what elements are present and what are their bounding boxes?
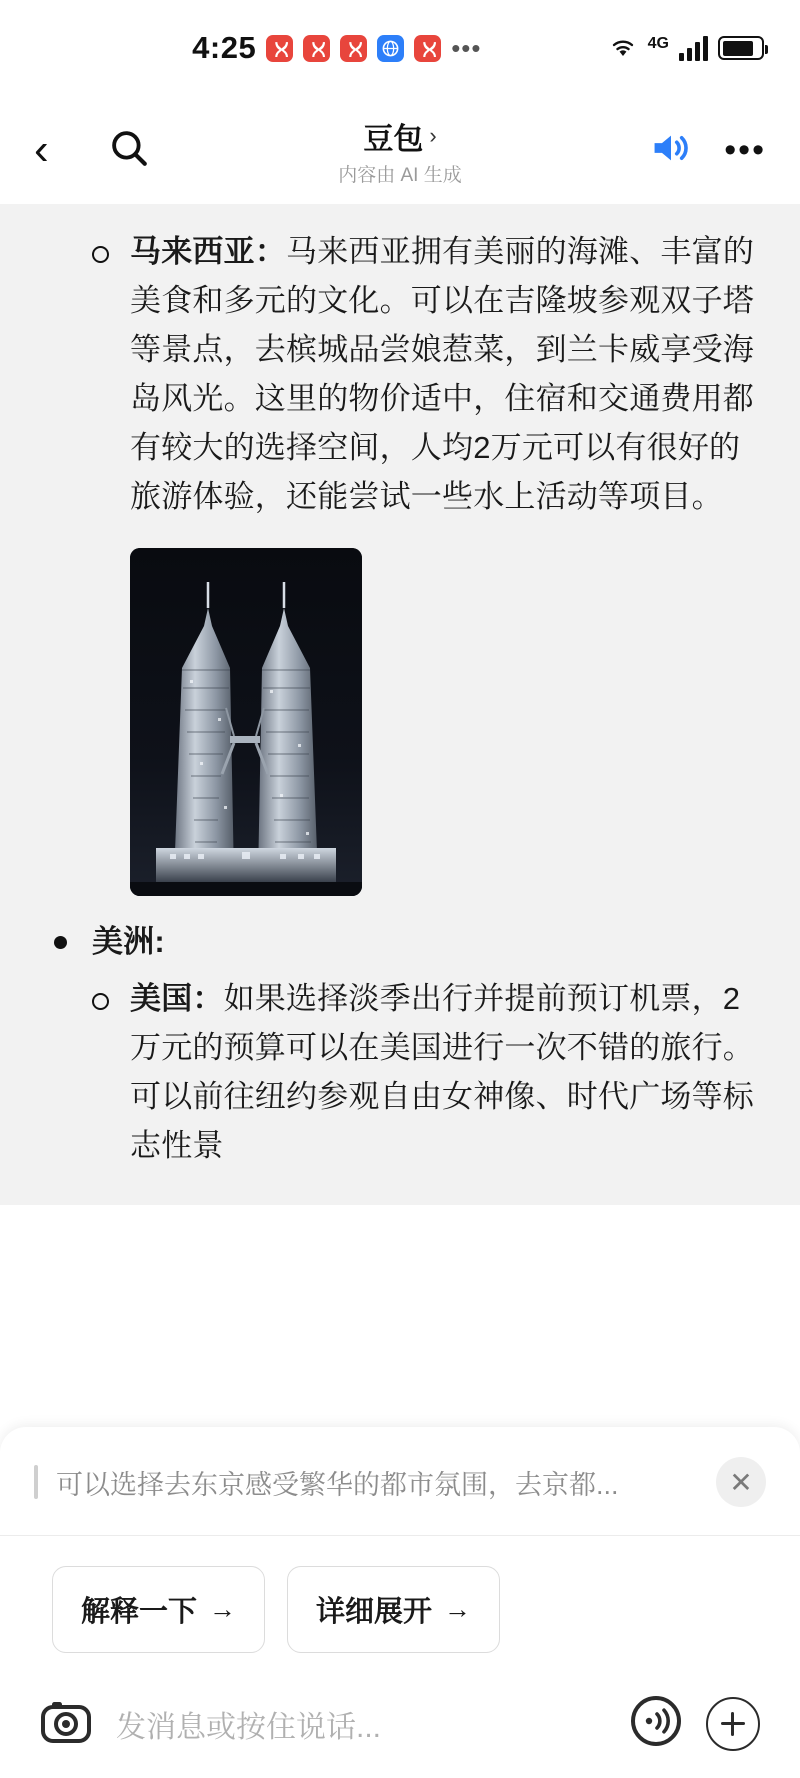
search-icon[interactable] [108,127,150,174]
quote-bar [34,1465,38,1499]
list-item-colon: ： [254,234,287,269]
page-title-text: 豆包 [363,122,424,156]
status-bar [0,0,800,96]
status-bar-left [66,30,608,66]
signal-icon [679,35,708,61]
list-item-paragraph [92,918,764,967]
more-options-icon[interactable]: ••• [724,131,766,169]
browser-badge-icon [377,35,404,62]
list-item-paragraph [130,228,764,522]
list-item [36,918,764,967]
petronas-twin-towers-photo[interactable] [130,548,362,896]
status-overflow-icon: ••• [451,33,482,63]
speaker-icon[interactable] [648,128,694,173]
network-type-label: 4G [647,35,669,52]
list-item-colon: ： [192,980,224,1016]
assistant-message [0,228,800,1171]
list-item [36,975,764,1171]
list-item-paragraph [130,975,764,1171]
app-badge-3-icon [340,35,367,62]
status-time: 4:25 [192,30,257,65]
chip-expand[interactable] [287,1566,500,1653]
arrow-right-icon: → [444,1594,472,1624]
status-bar-right [608,35,764,61]
app-header-actions [648,128,766,173]
plus-icon[interactable] [706,1697,760,1751]
chip-expand-label: 详细展开 [316,1596,433,1628]
list-item-image [36,548,764,896]
arrow-right-icon: → [209,1594,237,1624]
list-item [36,228,764,522]
app-badge-1-icon [266,35,293,62]
voice-icon[interactable] [630,1695,682,1752]
wifi-icon [608,36,638,60]
chip-explain[interactable] [52,1566,265,1653]
app-badge-2-icon [303,35,330,62]
list-item-colon: : [154,923,165,959]
list-item-text: 如果选择淡季出行并提前预订机票，2万元的预算可以在美国进行一次不错的旅行。可以前往纽约参观自由女神像、时代广场等标志性景 [130,980,754,1163]
chip-explain-label: 解释一下 [81,1596,198,1628]
suggestion-chips [0,1536,800,1683]
quoted-text-row[interactable] [0,1427,800,1536]
close-icon[interactable]: ✕ [716,1457,766,1507]
quoted-text: 可以选择去东京感受繁华的都市氛围，去京都... [56,1469,619,1500]
message-input[interactable]: 发消息或按住说话... [116,1710,382,1744]
list-item-label: 马来西亚 [130,234,255,269]
list-item-label: 美洲 [92,923,155,959]
list-item-text: 马来西亚拥有美丽的海滩、丰富的美食和多元的文化。可以在吉隆坡参观双子塔等景点，去槟城品尝娘惹菜，到兰卡威享受海岛风光。这里的物价适中，住宿和交通费用都有较大的选择空间，人均2万元可以有很好的旅游体验，还能尝试一些水上活动等项目。 [130,234,755,514]
camera-icon[interactable] [40,1698,92,1749]
app-header [0,96,800,204]
message-input-bar [0,1683,800,1758]
back-button[interactable]: ‹ [34,125,49,174]
chevron-right-icon: › [429,122,437,148]
list-item-label: 美国 [130,980,193,1016]
battery-icon [718,36,764,60]
app-badge-4-icon [414,35,441,62]
answer-list [36,228,764,1171]
page-title[interactable] [363,114,436,158]
ai-disclaimer: 内容由 AI 生成 [338,164,462,186]
message-content[interactable] [0,204,800,1205]
bottom-panel [0,1427,800,1778]
